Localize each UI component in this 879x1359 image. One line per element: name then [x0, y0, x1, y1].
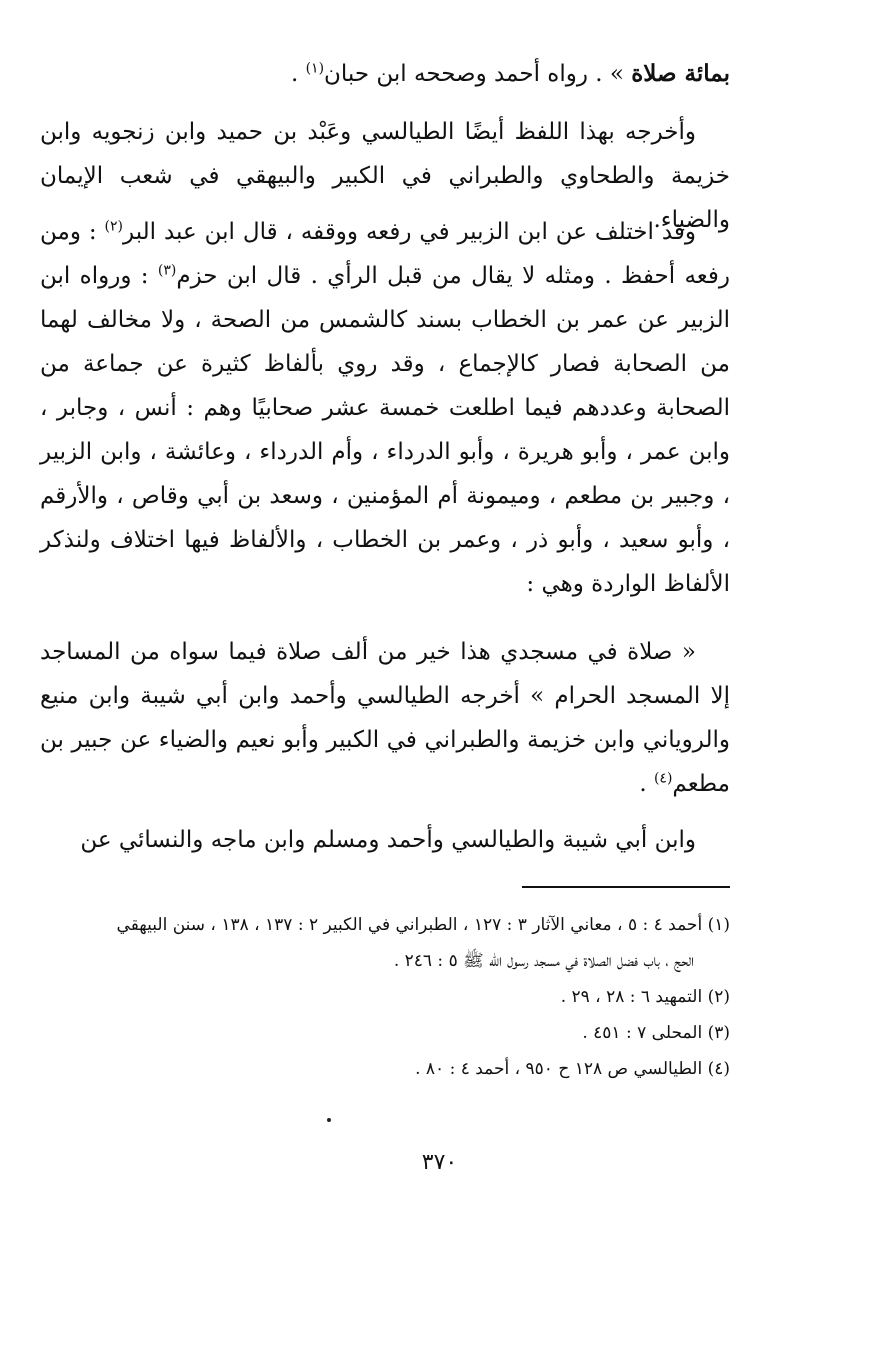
- footnote-3-number: (٣): [707, 1023, 730, 1043]
- footnote-ref-1: (١): [305, 60, 325, 77]
- paragraph-1-text: » . رواه أحمد وصححه ابن حبان: [324, 61, 632, 87]
- footnote-1: [40, 910, 730, 940]
- paragraph-3-text-a: وقد اختلف عن ابن الزبير في رفعه ووقفه ، قال ابن عبد البر: [123, 219, 696, 245]
- page-number: ٣٧٠: [421, 1150, 458, 1175]
- footnote-4-number: (٤): [707, 1059, 730, 1079]
- footnote-4: [40, 1054, 730, 1084]
- footnote-ref-3: (٣): [157, 262, 177, 279]
- paragraph-4-text: « صلاة في مسجدي هذا خير من ألف صلاة فيما سواه من المساجد إلا المسجد الحرام » أخرجه الطيالسي وأحمد وابن أبي شيبة وابن منيع والروياني وابن خزيمة والطبراني في الكبير وأبو نعيم والضياء عن جبير بن مطعم: [40, 639, 730, 797]
- paragraph-3-text-c: : ورواه ابن الزبير عن عمر بن الخطاب بسند كالشمس من الصحة ، ولا مخالف لهما من الصحابة فصار كالإجماع ، وقد روي بألفاظ كثيرة عن جماعة من الصحابة وعددهم فيما اطلعت خمسة عشر صحابيًا وهم : أنس ، وجابر ، وابن عمر ، وأبو هريرة ، وأبو الدرداء ، وأم الدرداء ، وعائشة ، وابن الزبير ، وجبير بن مطعم ، وميمونة أم المؤمنين ، وسعد بن أبي وقاص ، والأرقم ، وأبو سعيد ، وأبو ذر ، وعمر بن الخطاب ، والألفاظ فيها اختلاف ولنذكر الألفاظ الواردة وهي :: [40, 263, 730, 597]
- footnote-1-continuation: الحج ، باب فضل الصلاة في مسجد رسول الله ﷺ ٥ : ٢٤٦ .: [393, 951, 694, 971]
- paragraph-4: [40, 630, 730, 806]
- paragraph-1-tail: .: [290, 61, 306, 87]
- footnote-ref-2: (٢): [104, 218, 124, 235]
- footnote-2-number: (٢): [707, 987, 730, 1007]
- footnote-1-number: (١): [707, 915, 730, 935]
- footnote-3: [40, 1018, 730, 1048]
- footnote-2: [40, 982, 730, 1012]
- footnote-4-text: الطيالسي ص ١٢٨ ح ٩٥٠ ، أحمد ٤ : ٨٠ .: [415, 1059, 708, 1079]
- paragraph-2-text: وأخرجه بهذا اللفظ أيضًا الطيالسي وعَبْد بن حميد وابن زنجويه وابن خزيمة والطحاوي والطبراني في الكبير والبيهقي في شعب الإيمان والضياء.: [40, 119, 730, 233]
- paragraph-1: [40, 52, 730, 96]
- paragraph-4-tail: .: [639, 771, 654, 797]
- bold-lead-text: بمائة صلاة: [631, 60, 730, 87]
- paragraph-3: [40, 210, 730, 606]
- stray-dot-mark: [327, 1118, 331, 1122]
- footnote-2-text: التمهيد ٦ : ٢٨ ، ٢٩ .: [560, 987, 708, 1007]
- footnotes-section: [40, 910, 730, 1090]
- footnote-ref-4: (٤): [653, 770, 673, 787]
- paragraph-5-text: وابن أبي شيبة والطيالسي وأحمد ومسلم وابن ماجه والنسائي عن: [80, 827, 696, 853]
- paragraph-3-text-b: : ومن رفعه أحفظ . ومثله لا يقال من قبل الرأي . قال ابن حزم: [40, 219, 730, 289]
- paragraph-5: [40, 818, 730, 862]
- footnote-3-text: المحلى ٧ : ٤٥١ .: [582, 1023, 708, 1043]
- footnote-1-text: أحمد ٤ : ٥ ، معاني الآثار ٣ : ١٢٧ ، الطبراني في الكبير ٢ : ١٣٧ ، ١٣٨ ، سنن البيهقي: [116, 915, 708, 935]
- footnote-divider: [522, 886, 730, 888]
